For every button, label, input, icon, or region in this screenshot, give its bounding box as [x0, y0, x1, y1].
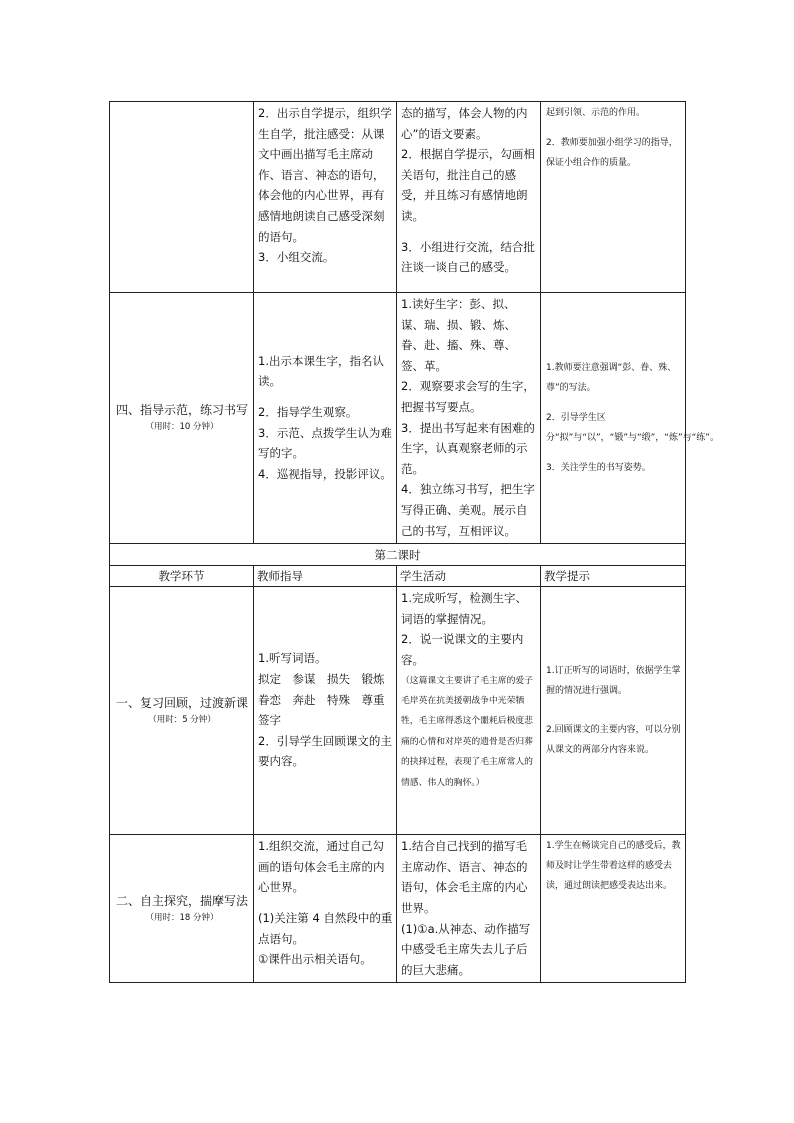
tip-item: 2．引导学生区分“拟”与“以”，“锻”与“缎”，“炼”与“练”。 [546, 412, 719, 443]
teacher-item: 3．小组交流。 [258, 250, 335, 265]
teacher-item: 拟定 参谋 损失 锻炼 眷恋 奔赴 特殊 尊重 签字 [258, 671, 396, 728]
student-item: 2．说一说课文的主要内容。 [401, 632, 524, 667]
section-title: 第二课时 [110, 544, 686, 566]
student-item: （这篇课文主要讲了毛主席的爱子毛岸英在抗美援朝战争中光荣牺牲，毛主席得悉这个噩耗后极度悲痛的心情和对岸英的遗骨是否归葬的抉择过程，表现了毛主席常人的情感、伟人的胸怀。） [401, 675, 533, 788]
teacher-item: 1.组织交流，通过自己勾画的语句体会毛主席的内心世界。 [258, 839, 385, 895]
tip-item: 1.学生在畅谈完自己的感受后，教师及时让学生带着这样的感受去读，通过朗读把感受表达出来。 [546, 841, 681, 892]
student-activity-cell [397, 587, 541, 835]
header-student: 学生活动 [397, 566, 541, 587]
student-item: 1.结合自己找到的描写毛主席动作、语言、神态的语句，体会毛主席的内心世界。 [401, 839, 528, 915]
student-activity-cell [397, 102, 541, 293]
teacher-item: ①课件出示相关语句。 [258, 952, 372, 967]
student-item: 1.完成听写，检测生字、词语的掌握情况。 [401, 591, 527, 626]
stage-cell [110, 102, 254, 293]
stage-cell [110, 587, 254, 835]
stage-name: 四、指导示范，练习书写 [115, 403, 248, 418]
stage-time: （用时：5 分钟） [148, 714, 216, 725]
student-activity-cell [397, 835, 541, 983]
student-item: 1.读好生字：彭、拟、谋、瑞、损、锻、炼、眷、赴、搐、殊、尊、签、革。 [401, 297, 516, 373]
teaching-tips-cell [541, 835, 686, 983]
header-row [110, 566, 686, 587]
table-row [110, 587, 686, 835]
student-activity-cell [397, 293, 541, 544]
teacher-item: 2．引导学生回顾课文的主要内容。 [258, 733, 392, 769]
teacher-item: 1.出示本课生字，指名认读。 [258, 353, 384, 389]
teacher-guidance-cell [254, 587, 397, 835]
tip-item: 2．教师要加强小组学习的指导，保证小组合作的质量。 [546, 138, 678, 168]
student-item: 态的描写，体会人物的内心”的语文要素。 [401, 106, 528, 141]
header-stage: 教学环节 [110, 566, 254, 587]
stage-cell [110, 835, 254, 983]
section-title-row [110, 544, 686, 566]
student-item: 2．观察要求会写的生字，把握书写要点。 [401, 379, 535, 414]
stage-time: （用时：10 分钟） [145, 422, 219, 433]
table-row [110, 102, 686, 293]
student-item: 4．独立练习书写，把生字写得正确、美观。展示自己的书写，互相评议。 [401, 482, 535, 538]
stage-name: 一、复习回顾，过渡新课 [115, 695, 248, 710]
student-item: (1)①a.从神态、动作描写中感受毛主席失去儿子后的巨大悲痛。 [401, 921, 531, 977]
tip-item: 1.教师要注意强调“彭、眷、殊、尊”的写法。 [546, 362, 677, 393]
teaching-tips-cell [541, 102, 686, 293]
tip-item: 1.订正听写的词语时，依据学生掌握的情况进行强调。 [546, 665, 681, 696]
student-item: 2．根据自学提示，勾画相关语句，批注自己的感受，并且练习有感情地朗读。 [401, 147, 535, 223]
header-teacher: 教师指导 [254, 566, 397, 587]
tip-item: 3．关注学生的书写姿势。 [546, 462, 651, 473]
stage-time: （用时：18 分钟） [145, 912, 219, 923]
student-item: 3．提出书写起来有困难的生字，认真观察老师的示范。 [401, 420, 535, 476]
teacher-item: (1)关注第 4 自然段中的重点语句。 [258, 910, 393, 946]
stage-name: 二、自主探究，揣摩写法 [115, 893, 248, 908]
teacher-item: 2．指导学生观察。 [258, 404, 358, 419]
teaching-tips-cell [541, 293, 719, 544]
teacher-item: 2．出示自学提示，组织学生自学，批注感受：从课文中画出描写毛主席动作、语言、神态的语句，体会他的内心世界，再有感情地朗读自己感受深刻的语句。 [258, 106, 392, 244]
tip-item: 起到引领、示范的作用。 [546, 108, 646, 118]
teacher-item: 1.听写词语。 [258, 651, 327, 666]
teaching-tips-cell [541, 587, 686, 835]
teacher-guidance-cell [254, 102, 397, 293]
teacher-item: 3．示范、点拨学生认为难写的字。 [258, 425, 392, 461]
header-tips: 教学提示 [541, 566, 686, 587]
table-row [110, 293, 686, 544]
teacher-guidance-cell [254, 835, 397, 983]
lesson-plan-table [109, 101, 719, 983]
table-row [110, 835, 686, 983]
teacher-guidance-cell [254, 293, 397, 544]
stage-cell [110, 293, 254, 544]
student-item: 3．小组进行交流，结合批注谈一谈自己的感受。 [401, 239, 535, 275]
teacher-item: 4．巡视指导，投影评议。 [258, 466, 392, 481]
tip-item: 2.回顾课文的主要内容，可以分别从课文的两部分内容来说。 [546, 724, 681, 755]
